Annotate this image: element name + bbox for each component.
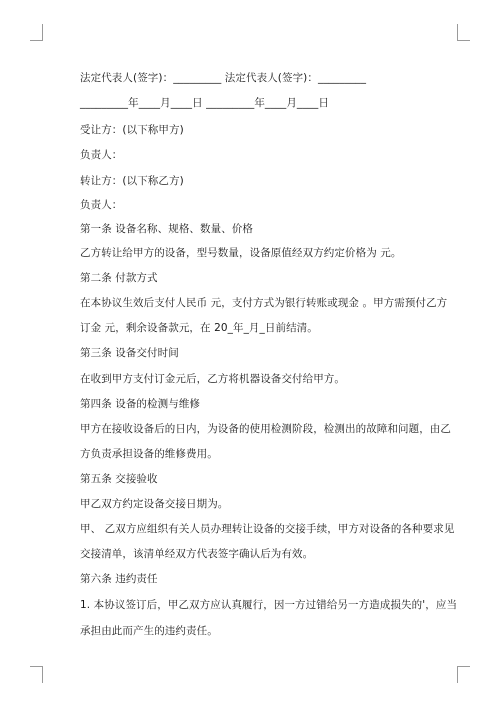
- paragraph-line: 甲乙双方约定设备交接日期为。: [80, 498, 229, 510]
- paragraph-line: 乙方转让给甲方的设备，型号数量，设备原值经双方约定价格为 元。: [80, 247, 402, 259]
- paragraph-line: 在本协议生效后支付人民币 元，支付方式为银行转账或现金 。甲方需预付乙方: [80, 297, 448, 309]
- article-heading: 第二条 付款方式: [80, 272, 158, 284]
- paragraph-line: 承担由此而产生的违约责任。: [80, 625, 218, 637]
- crop-mark-bottom-left: [30, 666, 43, 683]
- paragraph-line: 1. 本协议签订后，甲乙双方应认真履行，因一方过错给另一方造成损失的'，应当: [80, 599, 458, 611]
- article-heading: 第六条 违约责任: [80, 573, 158, 585]
- paragraph-line: 在收到甲方支付订金元后，乙方将机器设备交付给甲方。: [80, 373, 345, 385]
- paragraph-line: 交接清单，该清单经双方代表签字确认后为有效。: [80, 548, 314, 560]
- paragraph-line: 订金 元，剩余设备款元，在 20_年_月_日前结清。: [80, 322, 318, 334]
- paragraph-line: 甲、 乙双方应组织有关人员办理转让设备的交接手续，甲方对设备的各种要求见: [80, 523, 455, 535]
- responsible-person-line: 负责人：: [80, 149, 123, 161]
- article-heading: 第四条 设备的检测与维修: [80, 398, 201, 410]
- crop-mark-bottom-right: [457, 666, 470, 683]
- article-heading: 第三条 设备交付时间: [80, 347, 179, 359]
- transferor-line: 转让方：(以下称乙方): [80, 175, 184, 187]
- transferee-line: 受让方：(以下称甲方): [80, 124, 184, 136]
- crop-mark-top-left: [30, 24, 43, 41]
- article-heading: 第一条 设备名称、规格、数量、价格: [80, 223, 254, 235]
- crop-mark-top-right: [457, 24, 470, 41]
- responsible-person-line: 负责人：: [80, 199, 123, 211]
- article-heading: 第五条 交接验收: [80, 473, 158, 485]
- signature-line: 法定代表人(签字)：_________ 法定代表人(签字)：_________: [80, 72, 367, 84]
- date-line: _________年____月____日 _________年____月____日: [80, 97, 329, 109]
- paragraph-line: 甲方在接收设备后的日内，为设备的使用检测阶段，检测出的故障和问题，由乙: [80, 423, 451, 435]
- paragraph-line: 方负责承担设备的维修费用。: [80, 448, 218, 460]
